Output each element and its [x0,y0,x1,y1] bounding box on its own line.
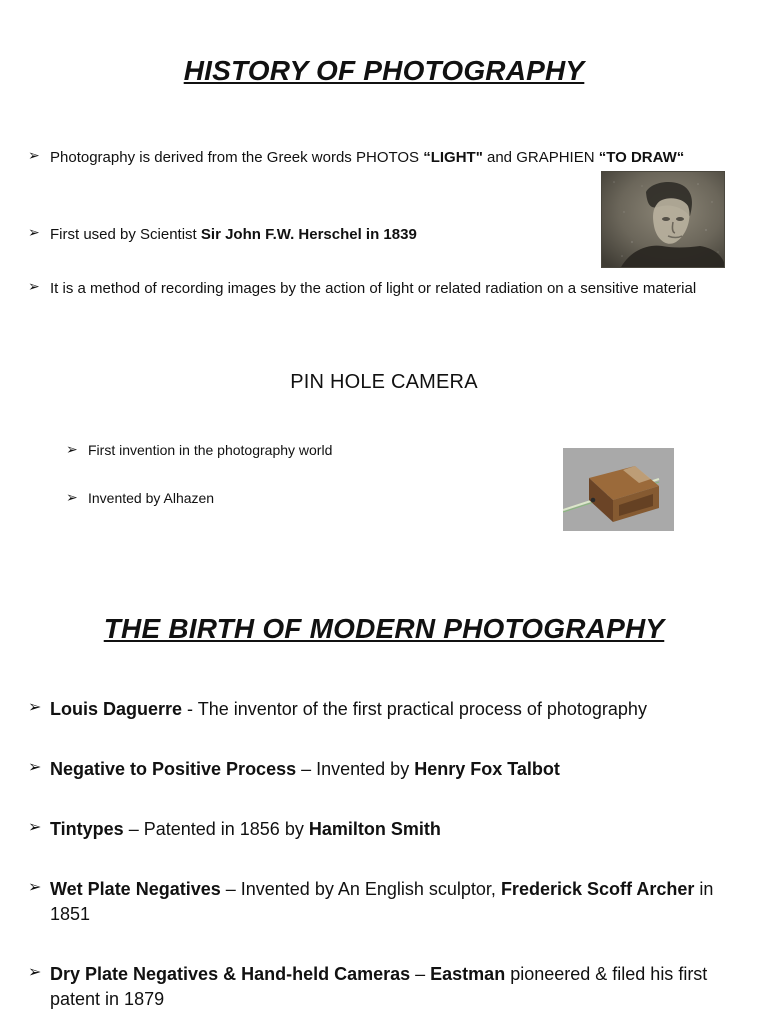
bullet-text [50,877,748,927]
text-run-bold: Frederick Scoff Archer [500,879,695,899]
pinhole-camera-illustration [563,448,674,531]
text-run-bold: Wet Plate Negatives [50,879,221,899]
pin-hole-heading: PIN HOLE CAMERA [290,371,478,393]
text-run: – [410,964,431,984]
section-title-modern-photography: THE BIRTH OF MODERN PHOTOGRAPHY [103,613,665,644]
text-run-bold: Hamilton Smith [308,819,441,839]
bullet-text [50,817,441,842]
modern-bullet-wet-plate [28,877,748,927]
arrow-bullet-icon: ➢ [28,759,42,776]
page-title: HISTORY OF PHOTOGRAPHY [183,55,585,86]
text-run: – Invented by [296,759,415,779]
text-run: in 1851 [50,879,714,925]
arrow-bullet-icon: ➢ [28,224,40,240]
bullet-text [50,697,647,722]
arrow-bullet-icon: ➢ [28,147,40,163]
bullet-text [50,962,748,1012]
text-run-bold: “LIGHT" [423,149,483,166]
text-run: and GRAPHIEN [482,149,599,166]
bullet-item-first-used [28,223,588,246]
bullet-item-etymology [28,146,718,169]
pin-hole-bullet-first-invention [66,440,536,460]
bullet-text: Invented by Alhazen [88,490,215,506]
text-run: – Invented by An English sculptor, [220,879,501,899]
text-run: – Patented in 1856 by [123,819,309,839]
text-run: First used by Scientist [50,226,201,243]
bullet-text [50,757,560,782]
arrow-bullet-icon: ➢ [28,699,42,716]
text-run-bold: Negative to Positive Process [50,759,297,779]
modern-bullet-daguerre [28,697,748,722]
text-run-bold: Tintypes [50,819,124,839]
modern-bullet-dry-plate [28,962,748,1012]
bullet-text [50,146,684,169]
text-run: It is a method of recording images by the action of light or related radiation on a sensitive material [50,280,697,297]
text-run-bold: Dry Plate Negatives & Hand-held Cameras [50,964,411,984]
text-run: Photography is derived from the Greek words PHOTOS [50,149,424,166]
arrow-bullet-icon: ➢ [28,879,42,896]
arrow-bullet-icon: ➢ [66,441,78,457]
text-run-bold: Eastman [430,964,506,984]
text-run-bold: Louis Daguerre [50,699,183,719]
arrow-bullet-icon: ➢ [66,489,78,505]
text-run-bold: Sir John F.W. Herschel in 1839 [200,226,417,243]
bullet-text [50,223,417,246]
arrow-bullet-icon: ➢ [28,278,40,294]
arrow-bullet-icon: ➢ [28,964,42,981]
text-run-bold: “TO DRAW“ [598,149,685,166]
bullet-text: First invention in the photography world [88,442,333,458]
bullet-item-definition [28,277,718,300]
arrow-bullet-icon: ➢ [28,819,42,836]
bullet-text [50,277,696,300]
modern-bullet-negative-positive [28,757,748,782]
text-run: - The inventor of the first practical process of photography [182,699,647,719]
modern-bullet-tintypes [28,817,748,842]
pin-hole-bullet-invented-by [66,488,536,508]
text-run-bold: Henry Fox Talbot [414,759,560,779]
text-run: pioneered & filed his first patent in 1879 [50,964,708,1010]
portrait-photo [601,171,725,268]
